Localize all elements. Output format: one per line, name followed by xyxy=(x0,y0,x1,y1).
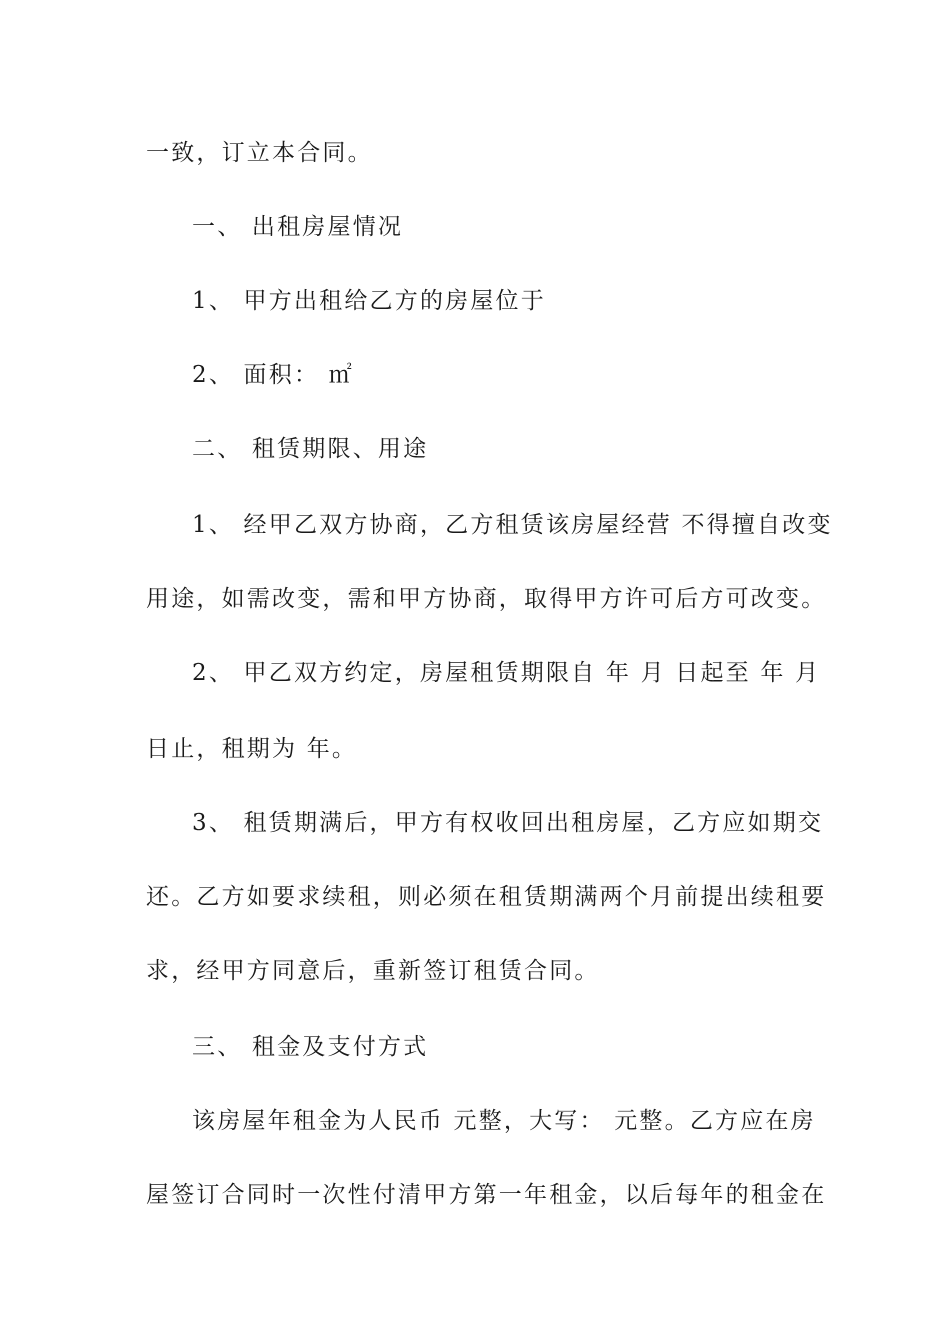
paragraph-line: 还。乙方如要求续租，则必须在租赁期满两个月前提出续租要 xyxy=(146,884,827,910)
section-heading-1: 一、 出租房屋情况 xyxy=(192,214,404,240)
paragraph-line: 该房屋年租金为人民币 元整，大写： 元整。乙方应在房 xyxy=(192,1108,816,1134)
paragraph-line: 3、 租赁期满后，甲方有权收回出租房屋，乙方应如期交 xyxy=(192,810,824,836)
paragraph-line: 一致，订立本合同。 xyxy=(146,140,373,166)
paragraph-line: 2、 甲乙双方约定，房屋租赁期限自 年 月 日起至 年 月 xyxy=(192,660,821,686)
paragraph-line: 求，经甲方同意后，重新签订租赁合同。 xyxy=(146,958,600,984)
section-heading-2: 二、 租赁期限、用途 xyxy=(192,436,429,462)
paragraph-line: 用途，如需改变，需和甲方协商，取得甲方许可后方可改变。 xyxy=(146,586,827,612)
paragraph-line: 屋签订合同时一次性付清甲方第一年租金，以后每年的租金在 xyxy=(146,1182,827,1208)
paragraph-line: 日止，租期为 年。 xyxy=(146,736,358,762)
section-heading-3: 三、 租金及支付方式 xyxy=(192,1034,429,1060)
paragraph-line: 1、 甲方出租给乙方的房屋位于 xyxy=(192,288,546,314)
paragraph-line: 1、 经甲乙双方协商，乙方租赁该房屋经营 不得擅自改变 xyxy=(192,512,833,538)
paragraph-line: 2、 面积： ㎡ xyxy=(192,362,354,388)
